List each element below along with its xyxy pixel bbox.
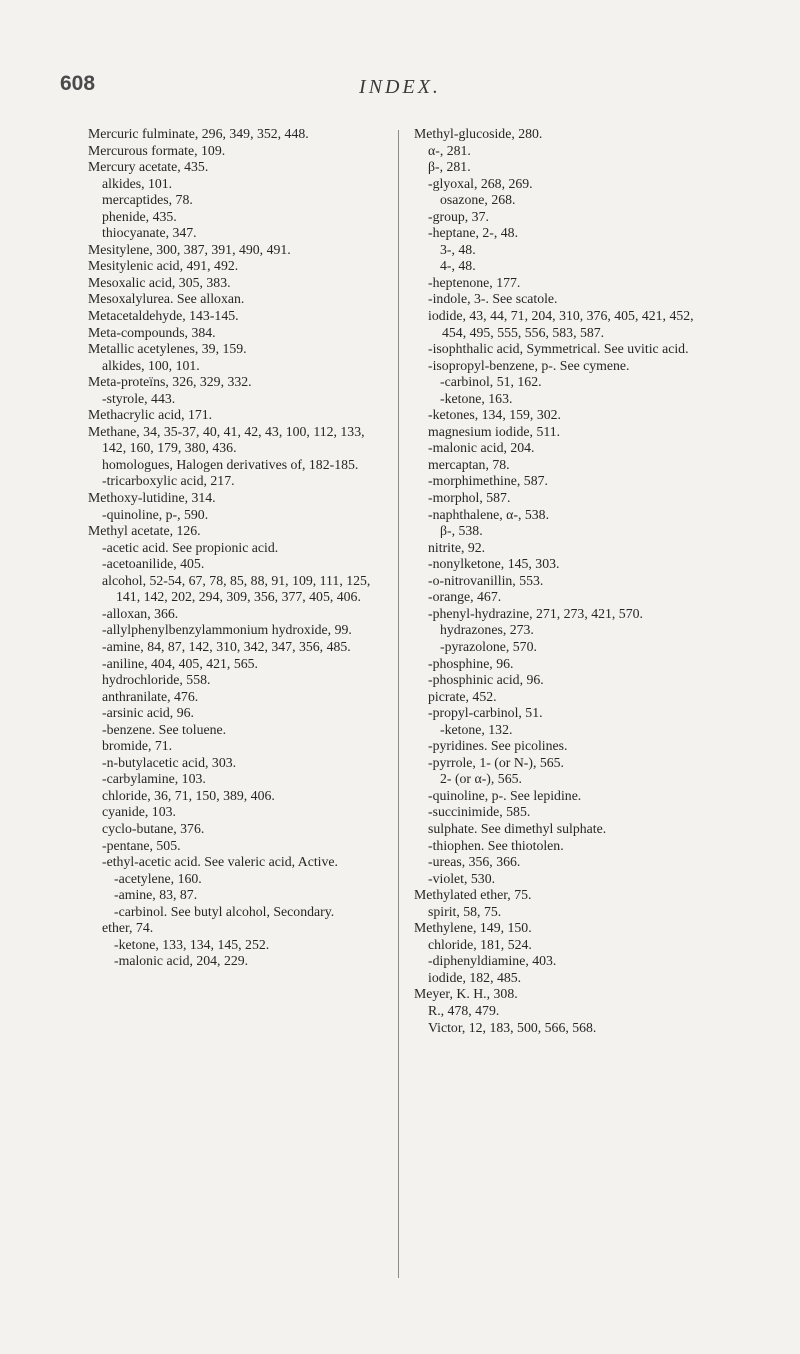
index-entry: Methyl-glucoside, 280. xyxy=(414,126,543,141)
index-entry: -amine, 84, 87, 142, 310, 342, 347, 356, 485. xyxy=(102,638,351,654)
index-entry: Mesoxalic acid, 305, 383. xyxy=(88,274,231,290)
index-entry: -quinoline, p-. See lepidine. xyxy=(428,787,582,803)
index-entry: cyclo-butane, 376. xyxy=(102,820,205,836)
index-entry: bromide, 71. xyxy=(102,738,173,754)
index-entry: Mesoxalylurea. See alloxan. xyxy=(88,291,245,307)
index-entry: Meta-proteïns, 326, 329, 332. xyxy=(88,374,252,390)
index-entry: -acetoanilide, 405. xyxy=(102,556,205,572)
index-entry: -malonic acid, 204. xyxy=(428,440,535,456)
index-entry: -diphenyldiamine, 403. xyxy=(428,953,557,969)
index-entry: -nonylketone, 145, 303. xyxy=(428,556,560,572)
index-entry: alkides, 100, 101. xyxy=(102,357,200,373)
index-column-left xyxy=(88,126,386,970)
index-entry: -orange, 467. xyxy=(428,589,502,605)
index-entry: chloride, 36, 71, 150, 389, 406. xyxy=(102,787,275,803)
index-entry: -phosphine, 96. xyxy=(428,655,514,671)
index-entry: phenide, 435. xyxy=(102,208,177,224)
index-entry: Mesitylene, 300, 387, 391, 490, 491. xyxy=(88,241,291,257)
running-head: INDEX. xyxy=(359,76,441,98)
index-entry: -ketone, 132. xyxy=(440,721,513,737)
index-entry: alkides, 101. xyxy=(102,175,173,191)
index-entry: 3-, 48. xyxy=(440,241,476,257)
index-entry: hydrochloride, 558. xyxy=(102,672,211,688)
index-entry: Methoxy-lutidine, 314. xyxy=(88,490,216,506)
index-entry: alcohol, 52-54, 67, 78, 85, 88, 91, 109, 111, 125, 141, 142, 202, 294, 309, 356, 377, 405, 406. xyxy=(102,572,371,605)
index-entry: β-, 281. xyxy=(428,159,471,175)
index-entry: -heptane, 2-, 48. xyxy=(428,225,519,241)
index-entry: R., 478, 479. xyxy=(428,1002,500,1018)
index-entry: Methylated ether, 75. xyxy=(414,887,532,903)
index-entry: -pentane, 505. xyxy=(102,837,181,853)
index-entry: -indole, 3-. See scatole. xyxy=(428,291,558,307)
index-entry: thiocyanate, 347. xyxy=(102,225,197,241)
index-entry: -pyridines. See picolines. xyxy=(428,738,568,754)
index-entry: -ethyl-acetic acid. See valeric acid, Active. xyxy=(102,854,338,870)
index-entry: magnesium iodide, 511. xyxy=(428,423,561,439)
index-entry: 4-, 48. xyxy=(440,258,476,274)
index-entry: -morphol, 587. xyxy=(428,490,511,506)
index-entry: -aniline, 404, 405, 421, 565. xyxy=(102,655,258,671)
index-entry: -isopropyl-benzene, p-. See cymene. xyxy=(428,357,630,373)
index-entry: -quinoline, p-, 590. xyxy=(102,506,209,522)
index-entry: -amine, 83, 87. xyxy=(114,887,198,903)
index-entry: Victor, 12, 183, 500, 566, 568. xyxy=(428,1019,597,1035)
index-entry: iodide, 43, 44, 71, 204, 310, 376, 405, 421, 452, 454, 495, 555, 556, 583, 587. xyxy=(428,308,694,340)
index-entry: -carbinol. See butyl alcohol, Secondary. xyxy=(114,903,335,919)
index-column-right xyxy=(414,126,712,1036)
index-entry: Meta-compounds, 384. xyxy=(88,324,216,340)
index-entry: -violet, 530. xyxy=(428,870,496,886)
index-entry: iodide, 182, 485. xyxy=(428,969,522,985)
index-entry: -malonic acid, 204, 229. xyxy=(114,953,249,969)
index-entry: Methylene, 149, 150. xyxy=(414,920,532,936)
index-entry: anthranilate, 476. xyxy=(102,688,199,704)
index-entry: -morphimethine, 587. xyxy=(428,473,548,489)
index-entry: nitrite, 92. xyxy=(428,539,486,555)
index-entry: -ketones, 134, 159, 302. xyxy=(428,407,561,423)
page-number: 608 xyxy=(60,72,96,95)
index-entry: Mercuric fulminate, 296, 349, 352, 448. xyxy=(88,126,309,141)
index-entry: sulphate. See dimethyl sulphate. xyxy=(428,820,607,836)
index-entry: osazone, 268. xyxy=(440,192,516,208)
index-entry: -tricarboxylic acid, 217. xyxy=(102,473,235,489)
index-entry: hydrazones, 273. xyxy=(440,622,534,638)
index-entry: ether, 74. xyxy=(102,920,154,936)
index-entry: -phenyl-hydrazine, 271, 273, 421, 570. xyxy=(428,605,643,621)
index-entry: Mercury acetate, 435. xyxy=(88,159,209,175)
index-entry: -ketone, 163. xyxy=(440,390,513,406)
index-entry: α-, 281. xyxy=(428,142,471,158)
index-entry: mercaptan, 78. xyxy=(428,456,510,472)
index-entry: mercaptides, 78. xyxy=(102,192,193,208)
index-entry: -group, 37. xyxy=(428,208,489,224)
index-entry: -thiophen. See thiotolen. xyxy=(428,837,564,853)
index-entry: -ketone, 133, 134, 145, 252. xyxy=(114,936,270,952)
index-entry: -benzene. See toluene. xyxy=(102,721,227,737)
index-entry: β-, 538. xyxy=(440,523,483,539)
index-entry: 2- (or α-), 565. xyxy=(440,771,522,787)
index-entry: -glyoxal, 268, 269. xyxy=(428,175,533,191)
index-entry: cyanide, 103. xyxy=(102,804,176,820)
index-entry: -isophthalic acid, Symmetrical. See uvitic acid. xyxy=(428,341,689,357)
index-entry: -succinimide, 585. xyxy=(428,804,531,820)
index-entry: -ureas, 356, 366. xyxy=(428,854,521,870)
index-entry: -acetic acid. See propionic acid. xyxy=(102,539,279,555)
index-entry: Mesitylenic acid, 491, 492. xyxy=(88,258,239,274)
index-entry: -carbylamine, 103. xyxy=(102,771,206,787)
index-entry: homologues, Halogen derivatives of, 182-185. xyxy=(102,456,359,472)
index-entry: -pyrazolone, 570. xyxy=(440,638,537,654)
index-entry: -o-nitrovanillin, 553. xyxy=(428,572,544,588)
index-entry: -alloxan, 366. xyxy=(102,605,179,621)
index-entry: Mercurous formate, 109. xyxy=(88,142,226,158)
index-entry: -heptenone, 177. xyxy=(428,274,521,290)
index-entry: Methane, 34, 35-37, 40, 41, 42, 43, 100, 112, 133, 142, 160, 179, 380, 436. xyxy=(88,423,365,456)
index-entry: picrate, 452. xyxy=(428,688,497,704)
index-entry: Meyer, K. H., 308. xyxy=(414,986,518,1002)
index-entry: -allylphenylbenzylammonium hydroxide, 99. xyxy=(102,622,352,638)
index-entry: -n-butylacetic acid, 303. xyxy=(102,754,237,770)
index-entry: -arsinic acid, 96. xyxy=(102,705,194,721)
index-entry: -propyl-carbinol, 51. xyxy=(428,705,543,721)
index-entry: Methacrylic acid, 171. xyxy=(88,407,213,423)
index-entry: -styrole, 443. xyxy=(102,390,176,406)
index-entry: -carbinol, 51, 162. xyxy=(440,374,542,390)
index-entry: -acetylene, 160. xyxy=(114,870,202,886)
index-entry: Metallic acetylenes, 39, 159. xyxy=(88,341,247,357)
index-entry: spirit, 58, 75. xyxy=(428,903,502,919)
index-entry: Methyl acetate, 126. xyxy=(88,523,201,539)
index-entry: -pyrrole, 1- (or N-), 565. xyxy=(428,754,565,770)
index-entry: -naphthalene, α-, 538. xyxy=(428,506,550,522)
column-divider xyxy=(398,130,399,1278)
index-entry: chloride, 181, 524. xyxy=(428,936,532,952)
index-entry: -phosphinic acid, 96. xyxy=(428,672,544,688)
index-entry: Metacetaldehyde, 143-145. xyxy=(88,308,239,324)
